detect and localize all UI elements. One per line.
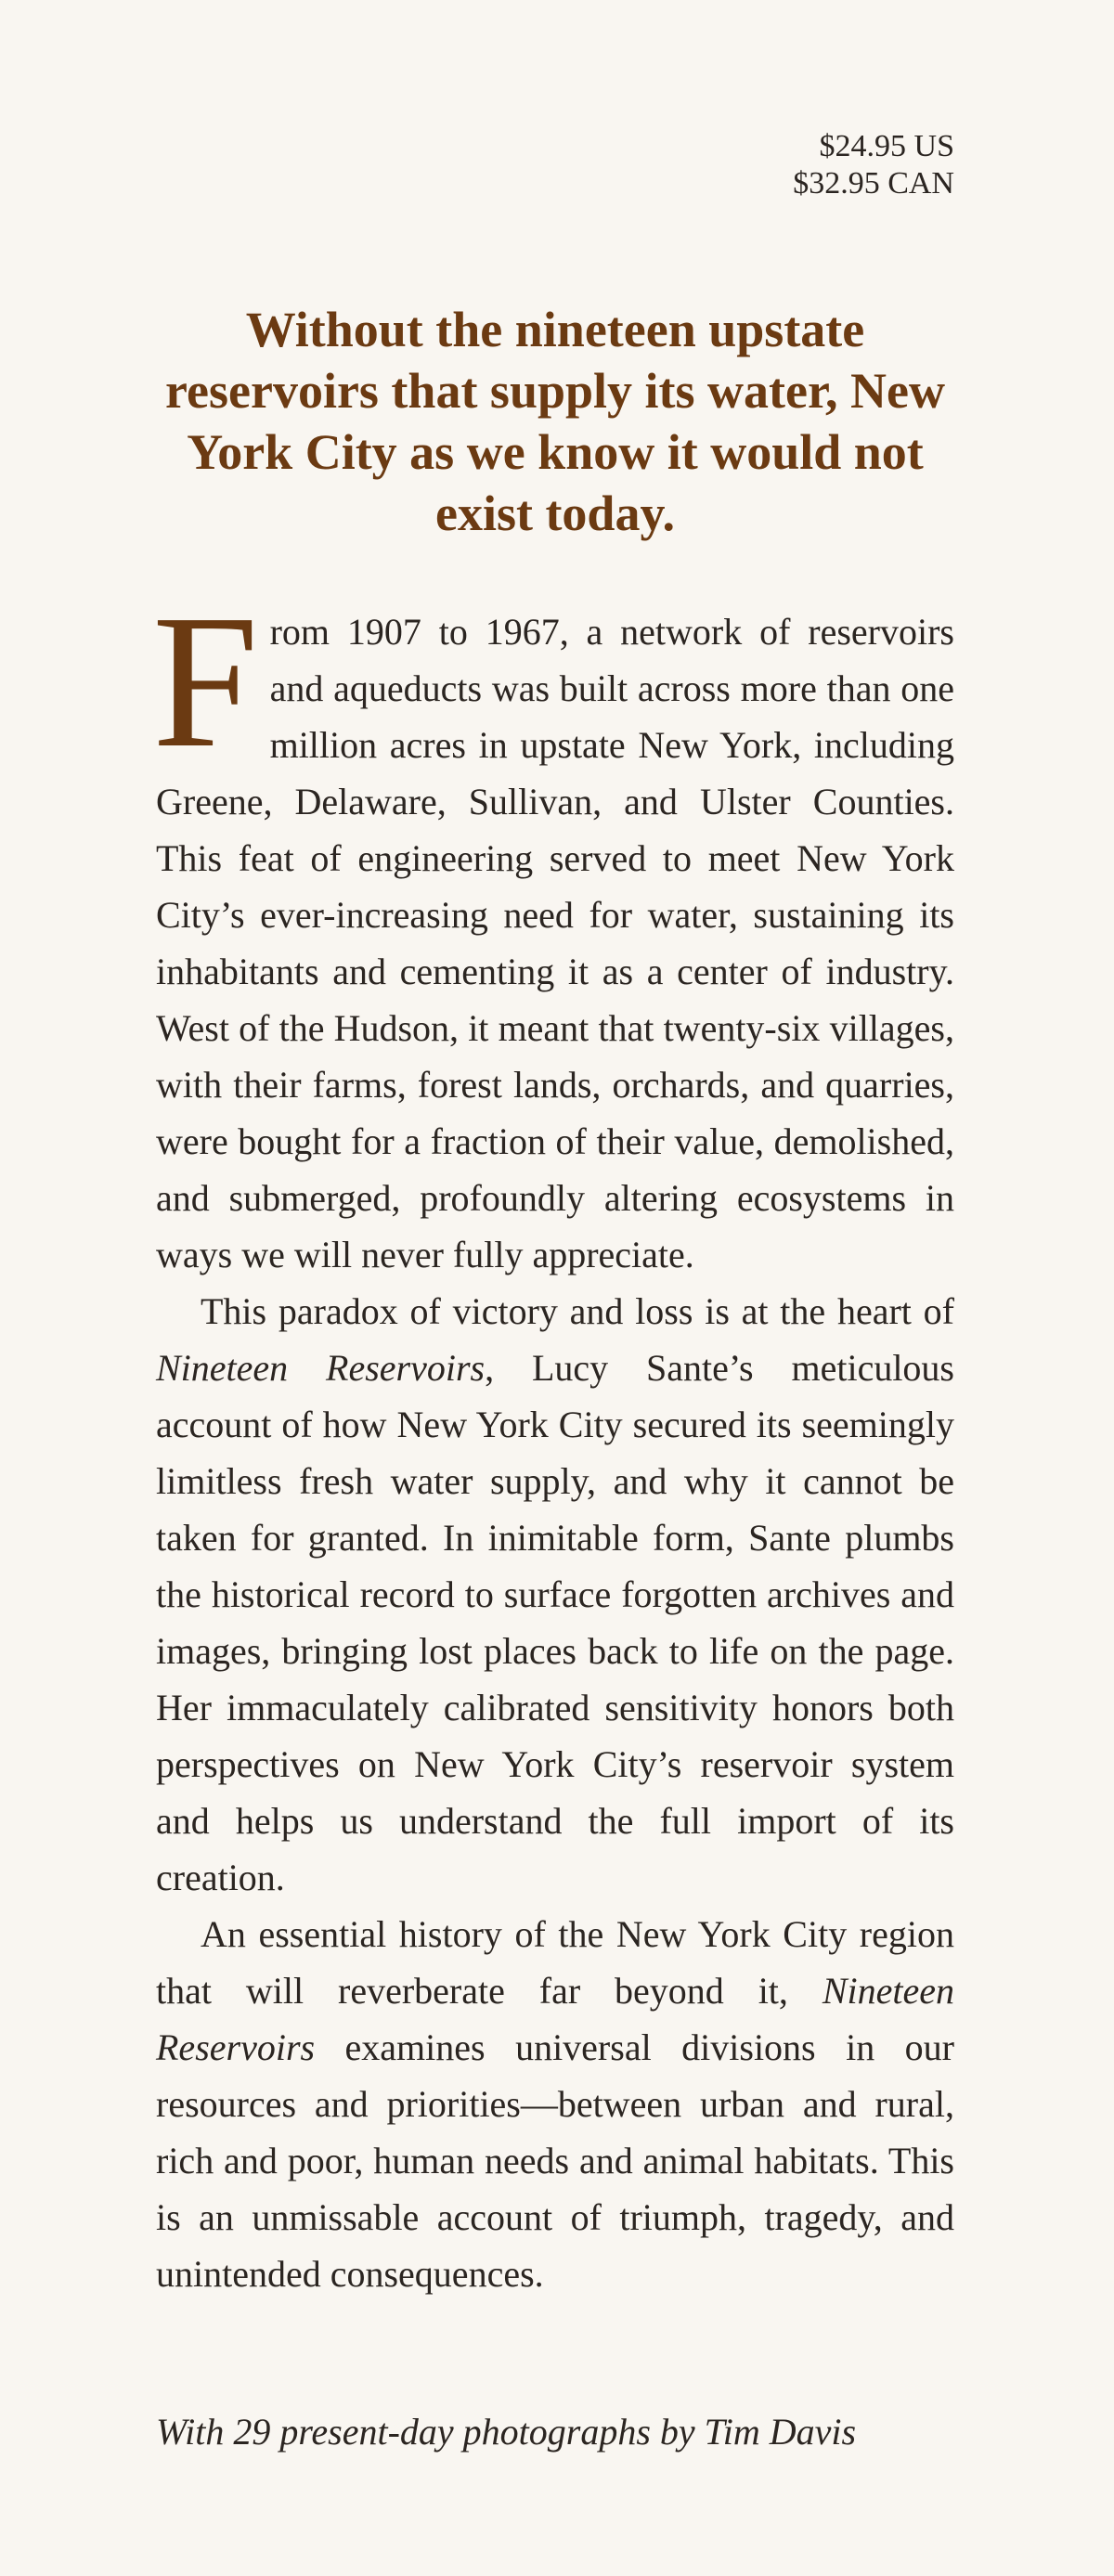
- paragraph-1-text: rom 1907 to 1967, a network of reservoirs and aqueducts was built across more than one million acres in upstate New York, including Greene, Delaware, Sullivan, and Ulster Counties. This feat of engineering served to meet New York City’s ever-increasing need for water, sustaining its inhabitants and cementing it as a center of industry. West of the Hudson, it meant that twenty-six villages, with their farms, forest lands, orchards, and quarries, were bought for a fraction of their value, demolished, and submerged, profoundly altering ecosystems in ways we will never fully appreciate.: [156, 611, 954, 1275]
- price-block: [793, 128, 954, 202]
- book-title: Nineteen Reservoirs: [156, 1347, 486, 1389]
- price-can: $32.95 CAN: [793, 166, 954, 201]
- headline: Without the nineteen upstate reservoirs that supply its water, New York City as we know it would not exist today.: [165, 302, 945, 541]
- paragraph-3: [156, 1906, 954, 2302]
- paragraph-3-lead: An essential history of the New York City region that will reverberate far beyond it,: [156, 1913, 954, 2012]
- price-us: $24.95 US: [819, 129, 954, 163]
- paragraph-2-rest: , Lucy Sante’s meticulous account of how New York City secured its seemingly limitless fresh water supply, and why it cannot be taken for granted. In inimitable form, Sante plumbs the historical record to surface forgotten archives and images, bringing lost places back to life on the page. Her immaculately calibrated sensitivity honors both perspectives on New York City’s reservoir system and helps us understand the full import of its creation.: [156, 1347, 954, 1898]
- book-title: Nineteen Reservoirs: [156, 1970, 954, 2068]
- photo-credit: With 29 present-day photographs by Tim Davis: [156, 2411, 857, 2453]
- paragraph-3-rest: examines universal divisions in our resources and priorities—between urban and rural, rich and poor, human needs and animal habitats. This is an unmissable account of triumph, tragedy, and unintended consequences.: [156, 2026, 954, 2295]
- paragraph-2-lead: This paradox of victory and loss is at the heart of: [201, 1290, 954, 1332]
- paragraph-1: [152, 575, 954, 1283]
- drop-cap: F: [152, 575, 259, 787]
- paragraph-2: [156, 1283, 954, 1906]
- body-copy: [152, 575, 954, 2302]
